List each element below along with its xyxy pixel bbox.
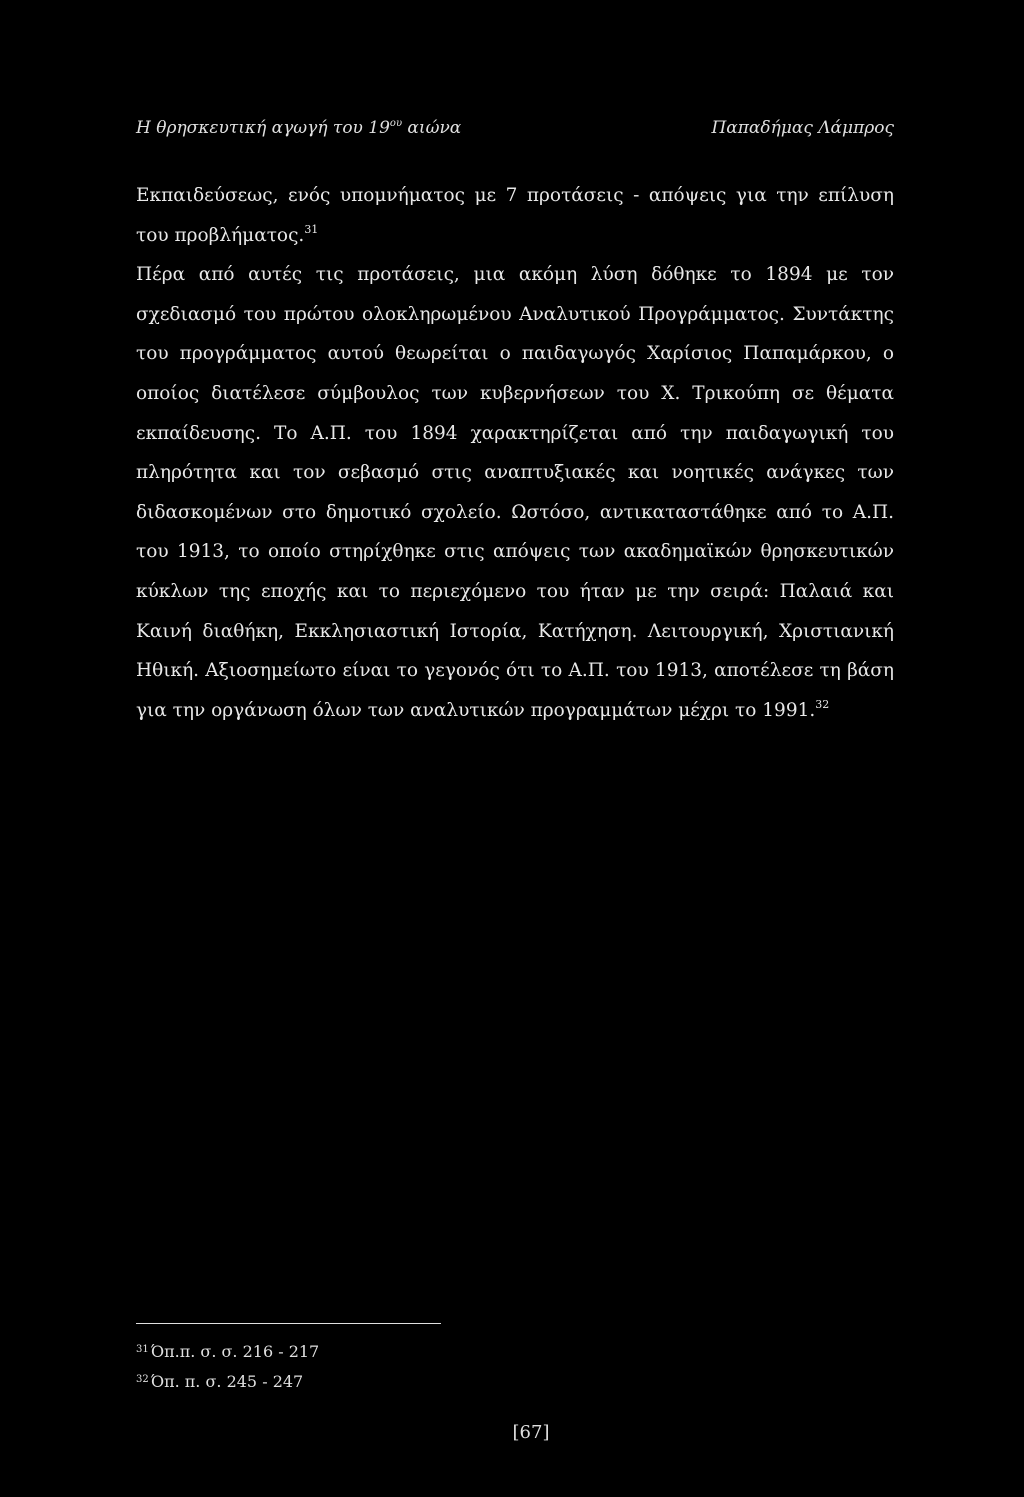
footnote-divider — [136, 1323, 441, 1324]
header-title: Η θρησκευτική αγωγή του $19^{o\upsilon}$ αιώνα — [136, 118, 462, 138]
footnote: $^{31}$ Όπ.π. σ. σ. 216 - 217 — [136, 1342, 320, 1361]
footnote-ref: 31 — [304, 222, 319, 236]
header-author: Παπαδήμας Λάμπρος — [711, 118, 894, 138]
paragraph: Πέρα από αυτές τις προτάσεις, μια ακόμη λύση δόθηκε το 1894 με τον σχεδιασμό του πρώτου ολοκληρωμένου Αναλυτικού Προγράμματος. Συντάκτης του προγράμματος αυτού θεωρείται ο παιδαγωγός Χαρίσιος Παπαμάρκου, ο οποίος διατέλεσε σύμβουλος των κυβερνήσεων του Χ. Τρικούπη σε θέματα εκπαίδευσης. Το Α.Π. του 1894 χαρακτηρίζεται από την παιδαγωγική του πληρότητα και τον σεβασμό στις αναπτυξιακές και νοητικές ανάγκες των διδασκομένων στο δημοτικό σχολείο. Ωστόσο, αντικαταστάθηκε από το Α.Π. του 1913, το οποίο στηρίχθηκε στις απόψεις των ακαδημαϊκών θρησκευτικών κύκλων της εποχής και το περιεχόμενο του ήταν με την σειρά: Παλαιά και Καινή διαθήκη, Εκκλησιαστική Ιστορία, Κατήχηση. Λειτουργική, Χριστιανική Ηθική. Αξιοσημείωτο είναι το γεγονός ότι το Α.Π. του 1913, αποτέλεσε τη βάση για την οργάνωση όλων των αναλυτικών προγραμμάτων μέχρι το 1991.32 — [136, 264, 894, 721]
footnote: $^{32}$ Όπ. π. σ. 245 - 247 — [136, 1372, 304, 1391]
footnote-ref: 32 — [815, 697, 830, 711]
page-number: [67] — [512, 1422, 550, 1443]
footnotes — [136, 1337, 319, 1397]
paragraph: Εκπαιδεύσεως, ενός υπομνήματος με 7 προτάσεις - απόψεις για την επίλυση του προβλήματος.$^{31}$ — [136, 185, 894, 246]
body-text — [136, 176, 894, 730]
